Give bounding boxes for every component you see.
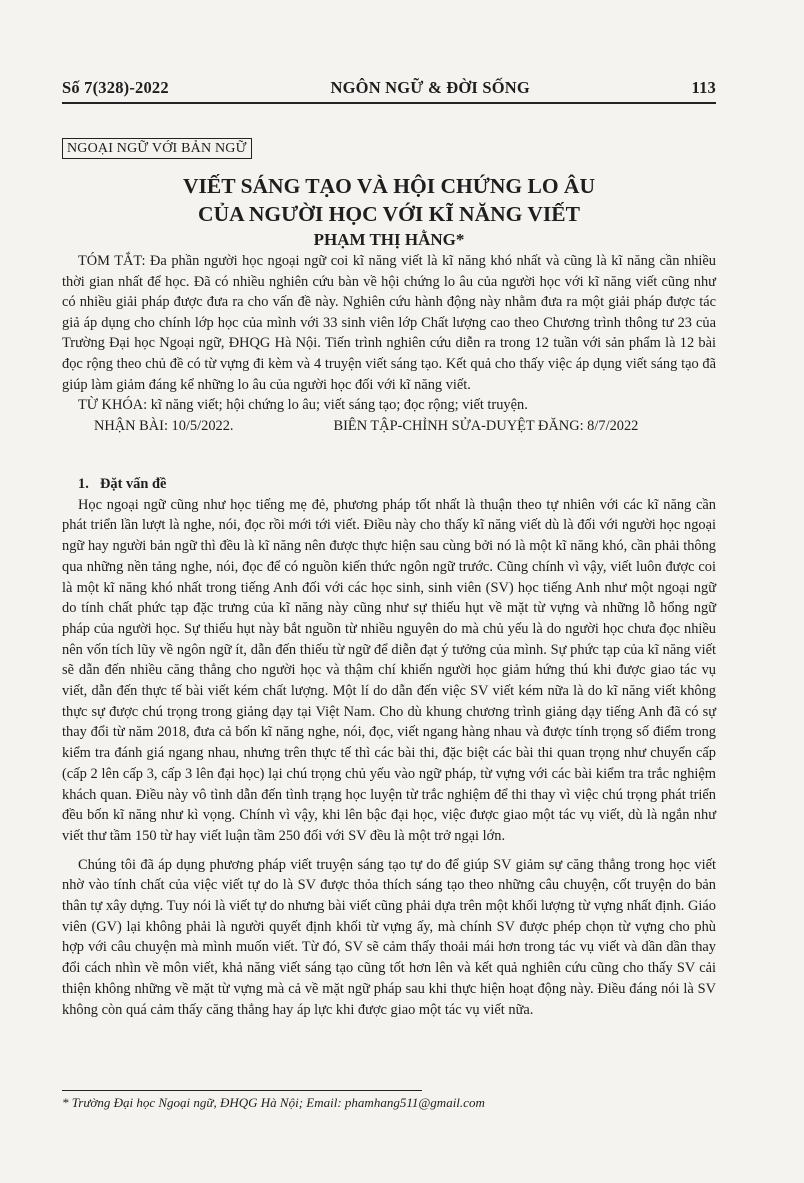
keywords: TỪ KHÓA: kĩ năng viết; hội chứng lo âu; viết sáng tạo; đọc rộng; viết truyện. <box>78 397 528 414</box>
section-label: NGOẠI NGỮ VỚI BẢN NGỮ <box>62 138 252 159</box>
title-line-1: VIẾT SÁNG TẠO VÀ HỘI CHỨNG LO ÂU <box>183 174 595 198</box>
footnote-rule <box>62 1090 422 1091</box>
author-footnote: * Trường Đại học Ngoại ngữ, ĐHQG Hà Nội; Email: phamhang511@gmail.com <box>62 1095 485 1110</box>
section-title: Đặt vấn đề <box>100 476 167 492</box>
article-title <box>62 172 716 228</box>
author-name: PHẠM THỊ HẰNG* <box>313 230 465 249</box>
page-number: 113 <box>691 78 716 97</box>
edited-date: BIÊN TẬP-CHỈNH SỬA-DUYỆT ĐĂNG: 8/7/2022 <box>333 417 639 434</box>
abstract-text: TÓM TẮT: Đa phần người học ngoại ngữ coi kĩ năng viết là kĩ năng khó nhất và cũng là kĩ năng cần nhiều thời gian nhất để học. Đã có nhiều nghiên cứu bàn về hội chứng lo âu của người học với kĩ năng viết cũng như có nhiều giải pháp được đưa ra cho vấn đề này. Nghiên cứu hành động này nhằm đưa ra một giải pháp được tác giả áp dụng cho chính lớp học của mình với 33 sinh viên lớp Chất lượng cao theo Chương trình thông tư 23 của Trường Đại học Ngoại ngữ, ĐHQG Hà Nội. Tiến trình nghiên cứu diễn ra trong 12 tuần với sản phẩm là 12 bài đọc rộng theo chủ đề có từ vựng đi kèm và 4 truyện viết sáng tạo. Kết quả cho thấy việc áp dụng viết sáng tạo đã giúp làm giảm đáng kể những lo âu của người học đối với kĩ năng viết. <box>62 253 716 393</box>
title-line-2: CỦA NGƯỜI HỌC VỚI KĨ NĂNG VIẾT <box>198 202 580 226</box>
body-paragraph-1: Học ngoại ngữ cũng như học tiếng mẹ đẻ, phương pháp tốt nhất là thuận theo tự nhiên với các kĩ năng cần phát triển lần lượt là nghe, nói, đọc rồi mới tới viết. Điều này cho thấy kĩ năng viết dù là đối với người học ngoại ngữ hay người bản ngữ thì đều là kĩ năng nên được thực hiện sau cùng bởi nó là một kĩ năng khó, cần phải thông qua những nền tảng nghe, nói, đọc để có nguồn kiến thức ngôn ngữ trước. Cũng chính vì vậy, viết luôn được coi là một kĩ năng khó nhất trong tiếng Anh đối với các học sinh, sinh viên (SV) học tiếng Anh như một ngoại ngữ do tính chất phức tạp đặc trưng của kĩ năng này cũng như sự thiếu hụt về mặt từ vựng và những lỗ hổng ngữ pháp của người học. Sự thiếu hụt này bắt nguồn từ nhiều nguyên do mà chủ yếu là do người học chưa đọc nhiều nên vốn tích lũy về ngôn ngữ ít, dẫn đến thiếu từ ngữ để diễn đạt ý tưởng của mình. Sự phức tạp của kĩ năng viết sẽ dẫn đến nhiều căng thẳng cho người học và thậm chí khiến người học giảm hứng thú khi được giao tác vụ viết, dẫn đến thực tế bài viết kém chất lượng. Một lí do dẫn đến việc SV viết kém nữa là do kĩ năng viết không thực sự được chú trọng trong giảng dạy tại Việt Nam. Cho dù khung chương trình giảng dạy tiếng Anh đã có sự thay đổi từ năm 2018, đưa cả bốn kĩ năng nghe, nói, đọc, viết ngang hàng nhau và được tính trọng số điểm trong kiểm tra đánh giá ngang nhau, nhưng trên thực tế thì các bài thi, đặc biệt các bài thi quan trọng như chuyển cấp (cấp 2 lên cấp 3, cấp 3 lên đại học) lại chú trọng chủ yếu vào ngữ pháp, từ vựng với các bài kiểm tra trắc nghiệm khách quan. Điều này vô tình dẫn đến tình trạng học luyện từ trắc nghiệm để thi thay vì việc chú trọng phát triển đều bốn kĩ năng như kì vọng. Chính vì vậy, khi lên bậc đại học, việc được giao một tác vụ viết, dù là ngắn như viết thư tầm 150 từ hay viết luận tầm 250 đối với SV đều là một trở ngại lớn. <box>62 496 716 844</box>
journal-name: NGÔN NGỮ & ĐỜI SỐNG <box>330 78 530 97</box>
received-date: NHẬN BÀI: 10/5/2022. <box>94 417 234 434</box>
section-number: 1. <box>78 476 89 492</box>
running-header <box>62 78 716 98</box>
abstract-block <box>62 251 716 436</box>
article-body <box>62 474 716 1020</box>
header-rule <box>62 102 716 104</box>
body-paragraph-2: Chúng tôi đã áp dụng phương pháp viết truyện sáng tạo tự do để giúp SV giảm sự căng thẳng trong học viết nhờ vào tính chất của việc viết tự do là SV được thỏa thích sáng tạo theo những câu chuyện, cốt truyện do bản thân tự xây dựng. Tuy nói là viết tự do nhưng bài viết cũng phải dựa trên một khối lượng từ vựng nhất định. Giáo viên (GV) lại không phải là người quyết định khối từ vựng ấy, mà chính SV được phép chọn từ vựng cho phù hợp với câu chuyện mà mình muốn viết. Từ đó, SV sẽ cảm thấy thoải mái hơn trong tác vụ viết và dần dần thay đổi cách nhìn về môn viết, khả năng viết sáng tạo cũng tốt hơn lên và kết quả nghiên cứu cũng cho thấy SV cải thiện không những về mặt từ vựng mà cả về mặt ngữ pháp sau khi thực hiện hoạt động này. Điều đáng nói là SV không còn quá cảm thấy căng thẳng hay áp lực khi được giao một tác vụ viết nữa. <box>62 856 716 1018</box>
article-dates <box>62 416 716 437</box>
issue-number: Số 7(328)-2022 <box>62 78 169 97</box>
section-heading <box>62 474 716 495</box>
